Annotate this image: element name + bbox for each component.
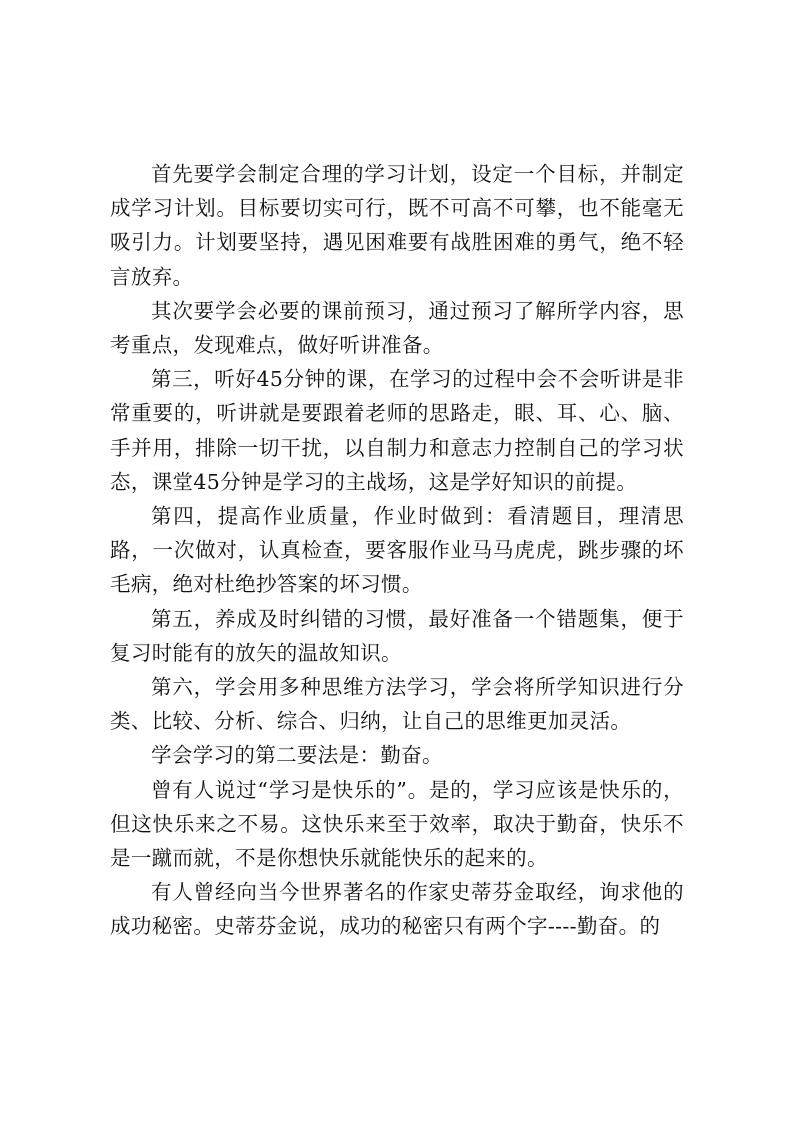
paragraph-homework: 第四，提高作业质量，作业时做到：看清题目，理清思路，一次做对，认真检查，要客服作业马马虎虎，跳步骤的坏毛病，绝对杜绝抄答案的坏习惯。 [110, 504, 684, 597]
document-body [110, 157, 684, 944]
paragraph-listening: 第三，听好45分钟的课，在学习的过程中会不会听讲是非常重要的，听讲就是要跟着老师的思路走，眼、耳、心、脑、手并用，排除一切干扰，以自制力和意志力控制自己的学习状态，课堂45分钟是学习的主战场，这是学好知识的前提。 [110, 367, 684, 494]
paragraph-stephen-king: 有人曾经向当今世界著名的作家史蒂芬金取经，询求他的成功秘密。史蒂芬金说，成功的秘密只有两个字----勤奋。的 [110, 880, 684, 939]
paragraph-happy-learning: 曾有人说过“学习是快乐的”。是的，学习应该是快乐的，但这快乐来之不易。这快乐来至于效率，取决于勤奋，快乐不是一蹴而就，不是你想快乐就能快乐的起来的。 [110, 777, 684, 871]
paragraph-error-correction: 第五，养成及时纠错的习惯，最好准备一个错题集，便于复习时能有的放矢的温故知识。 [110, 606, 684, 665]
paragraph-diligence-heading: 学会学习的第二要法是：勤奋。 [151, 743, 443, 768]
paragraph-study-plan: 首先要学会制定合理的学习计划，设定一个目标，并制定成学习计划。目标要切实可行，既不可高不可攀，也不能毫无吸引力。计划要坚持，遇见困难要有战胜困难的勇气，绝不轻言放弃。 [110, 162, 684, 289]
paragraph-thinking-methods: 第六，学会用多种思维方法学习，学会将所学知识进行分类、比较、分析、综合、归纳，让自己的思维更加灵活。 [110, 675, 684, 734]
paragraph-preview: 其次要学会必要的课前预习，通过预习了解所学内容，思考重点，发现难点，做好听讲准备。 [110, 298, 684, 358]
